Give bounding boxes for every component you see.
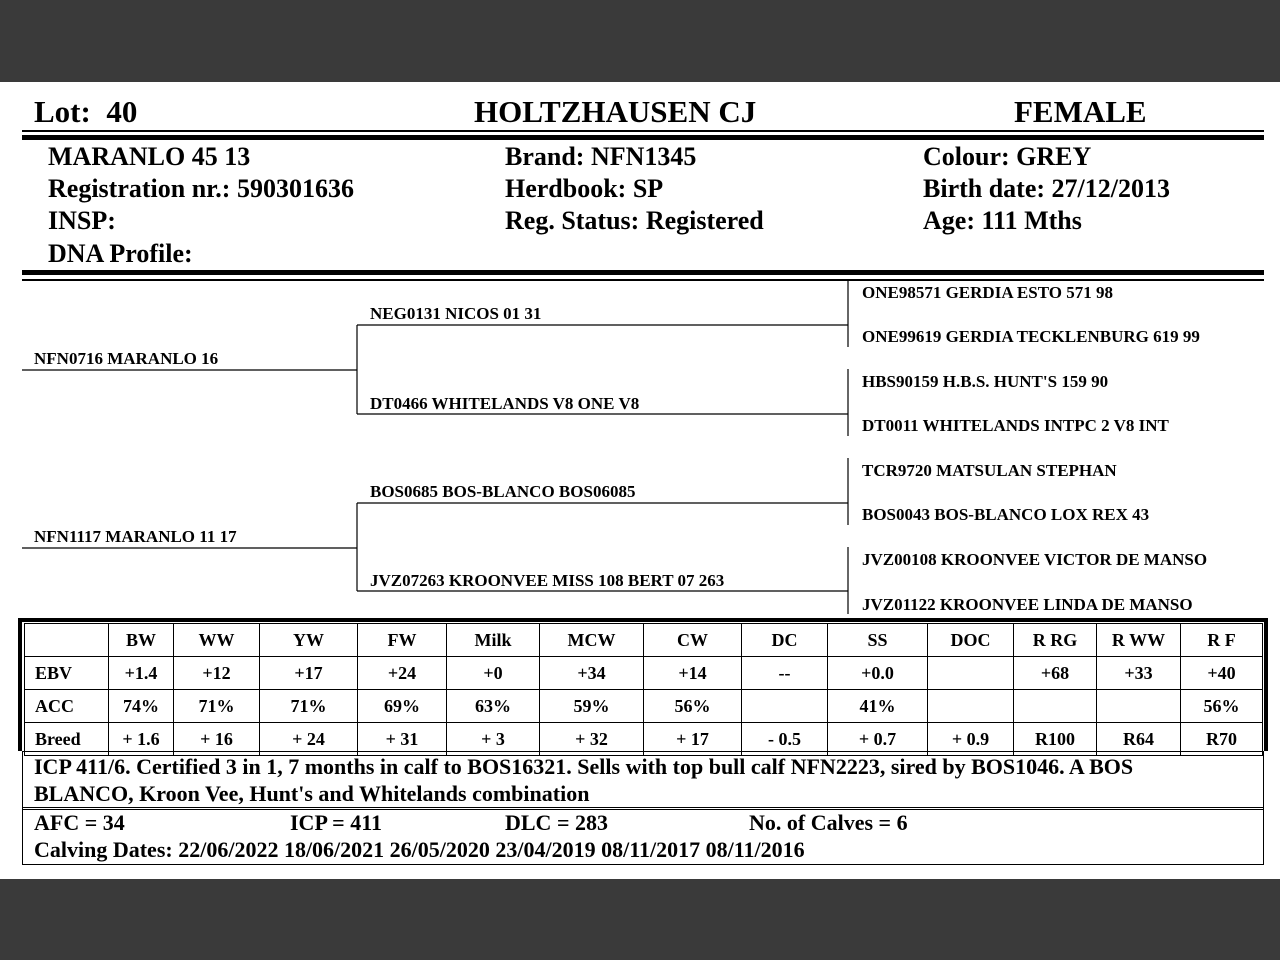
dlc-stat: DLC = 283 (505, 810, 608, 835)
table-cell: R70 (1181, 723, 1263, 756)
pedigree-sire: NFN0716 MARANLO 16 (34, 349, 219, 368)
table-cell: +0.0 (828, 657, 928, 690)
table-cell: 59% (540, 690, 644, 723)
icp-stat: ICP = 411 (290, 810, 382, 835)
table-cell: R64 (1097, 723, 1181, 756)
row-label: ACC (25, 690, 109, 723)
table-cell: R100 (1014, 723, 1097, 756)
afc-stat: AFC = 34 (34, 810, 125, 835)
pedigree-dam-dam: JVZ07263 KROONVEE MISS 108 BERT 07 263 (370, 571, 725, 590)
pedigree-g3-3: HBS90159 H.B.S. HUNT'S 159 90 (862, 372, 1109, 391)
sex-label: FEMALE (1014, 94, 1147, 129)
pedigree-g3-7: JVZ00108 KROONVEE VICTOR DE MANSO (862, 550, 1208, 569)
lot-sheet (0, 82, 1280, 879)
pedigree-dam-sire: BOS0685 BOS-BLANCO BOS06085 (370, 482, 636, 501)
table-cell (928, 657, 1014, 690)
herdbook: Herdbook: SP (505, 174, 664, 203)
table-cell: - 0.5 (742, 723, 828, 756)
pedigree-sire-dam: DT0466 WHITELANDS V8 ONE V8 (370, 394, 640, 413)
table-cell (1097, 690, 1181, 723)
lot-label-text: Lot: (34, 94, 91, 129)
col-header: DOC (928, 624, 1014, 657)
pedigree-g3-8: JVZ01122 KROONVEE LINDA DE MANSO (862, 595, 1193, 614)
col-header: R F (1181, 624, 1263, 657)
table-cell: 69% (358, 690, 447, 723)
col-header: R RG (1014, 624, 1097, 657)
pedigree-sire-sire: NEG0131 NICOS 01 31 (370, 304, 542, 323)
col-header: MCW (540, 624, 644, 657)
pedigree-g3-2: ONE99619 GERDIA TECKLENBURG 619 99 (862, 327, 1200, 346)
table-cell: 74% (109, 690, 174, 723)
row-label: Breed (25, 723, 109, 756)
breeder-name: HOLTZHAUSEN CJ (474, 94, 757, 129)
pedigree-g3-1: ONE98571 GERDIA ESTO 571 98 (862, 283, 1113, 302)
ebv-row (25, 657, 1263, 690)
ebv-table (24, 623, 1263, 756)
table-cell: + 1.6 (109, 723, 174, 756)
table-cell: 41% (828, 690, 928, 723)
table-cell: +33 (1097, 657, 1181, 690)
table-cell: + 31 (358, 723, 447, 756)
table-cell: + 0.9 (928, 723, 1014, 756)
calving-dates: Calving Dates: 22/06/2022 18/06/2021 26/05/2020 23/04/2019 08/11/2017 08/11/2016 (34, 837, 805, 862)
ebv-header-row (25, 624, 1263, 657)
col-header: R WW (1097, 624, 1181, 657)
lot-number: 40 (106, 94, 138, 129)
notes-line-2: BLANCO, Kroon Vee, Hunt's and Whitelands combination (34, 781, 590, 806)
animal-name: MARANLO 45 13 (48, 142, 251, 171)
pedigree-g3-4: DT0011 WHITELANDS INTPC 2 V8 INT (862, 416, 1169, 435)
table-cell (742, 690, 828, 723)
col-header: YW (260, 624, 358, 657)
table-cell: + 16 (174, 723, 260, 756)
table-cell: +12 (174, 657, 260, 690)
ebv-frame-right (1264, 618, 1268, 751)
acc-row (25, 690, 1263, 723)
table-cell: + 0.7 (828, 723, 928, 756)
table-cell: +34 (540, 657, 644, 690)
table-cell: 71% (174, 690, 260, 723)
calves-stat: No. of Calves = 6 (749, 810, 908, 835)
table-cell: 56% (644, 690, 742, 723)
reg-status: Reg. Status: Registered (505, 206, 764, 235)
col-header: SS (828, 624, 928, 657)
ebv-frame-left (18, 618, 22, 751)
notes-line-1: ICP 411/6. Certified 3 in 1, 7 months in calf to BOS16321. Sells with top bull calf NFN2223, sired by BOS1046. A BOS (34, 754, 1134, 779)
col-header (25, 624, 109, 657)
insp-label: INSP: (48, 206, 116, 235)
col-header: Milk (447, 624, 540, 657)
row-label: EBV (25, 657, 109, 690)
table-cell: 63% (447, 690, 540, 723)
table-cell: +1.4 (109, 657, 174, 690)
table-cell (1014, 690, 1097, 723)
table-cell (928, 690, 1014, 723)
registration-nr: Registration nr.: 590301636 (48, 174, 354, 203)
table-cell: -- (742, 657, 828, 690)
colour: Colour: GREY (923, 142, 1092, 171)
table-cell: + 3 (447, 723, 540, 756)
table-cell: +24 (358, 657, 447, 690)
table-cell: +14 (644, 657, 742, 690)
col-header: FW (358, 624, 447, 657)
table-cell: +40 (1181, 657, 1263, 690)
table-cell: 56% (1181, 690, 1263, 723)
col-header: DC (742, 624, 828, 657)
col-header: WW (174, 624, 260, 657)
table-cell: +17 (260, 657, 358, 690)
birth-date: Birth date: 27/12/2013 (923, 174, 1170, 203)
col-header: CW (644, 624, 742, 657)
brand: Brand: NFN1345 (505, 142, 697, 171)
table-cell: +0 (447, 657, 540, 690)
pedigree-g3-5: TCR9720 MATSULAN STEPHAN (862, 461, 1117, 480)
table-cell: + 17 (644, 723, 742, 756)
pedigree-g3-6: BOS0043 BOS-BLANCO LOX REX 43 (862, 505, 1150, 524)
table-cell: + 24 (260, 723, 358, 756)
table-cell: 71% (260, 690, 358, 723)
pedigree-dam: NFN1117 MARANLO 11 17 (34, 527, 237, 546)
ebv-frame-top (18, 618, 1268, 622)
col-header: BW (109, 624, 174, 657)
age: Age: 111 Mths (923, 206, 1082, 235)
table-cell: + 32 (540, 723, 644, 756)
dna-profile: DNA Profile: (48, 239, 193, 268)
table-cell: +68 (1014, 657, 1097, 690)
